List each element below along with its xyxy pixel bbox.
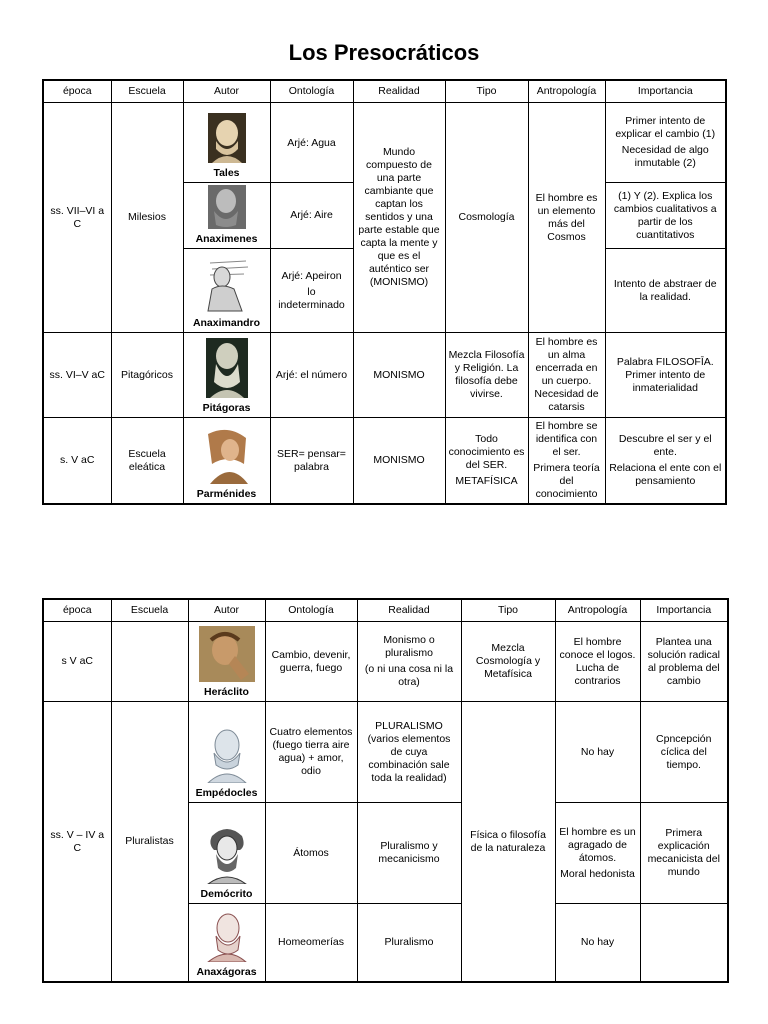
autor-name: Heráclito [204,686,249,698]
ontologia-cell: SER= pensar= palabra [270,418,353,505]
header-antropologia: Antropología [528,80,605,103]
table-row-pitagoras [43,333,726,418]
realidad-cell: Monismo o pluralismo (o ni una cosa ni la otra) [357,622,461,702]
realidad-cell: PLURALISMO (varios elementos de cuya combinación sale toda la realidad) [357,702,461,803]
tipo-cell: Física o filosofía de la naturaleza [461,702,555,983]
table-row-heraclito [43,622,728,702]
ontologia-cell: Arjé: Apeiron lo indeterminado [270,249,353,333]
epoca-cell: ss. VII–VI a C [43,103,111,333]
ontologia-cell: Cuatro elementos (fuego tierra aire agua) + amor, odio [265,702,357,803]
autor-name: Parménides [196,488,257,500]
importancia-cell: Palabra FILOSOFĪA. Primer intento de inmaterialidad [605,333,726,418]
antropologia-cell: El hombre se identifica con el ser. Primera teoría del conocimiento [528,418,605,505]
importancia-cell: Cpncepción cíclica del tiempo. [640,702,728,803]
ontologia-cell: Homeomerías [265,904,357,983]
importancia-cell: Primera explicación mecanicista del mundo [640,803,728,904]
pitagoras-portrait-image [206,338,248,398]
importancia-cell [640,904,728,983]
header-autor: Autor [183,80,270,103]
table-row-parmenides [43,418,726,505]
tipo-cell: Mezcla Cosmología y Metafísica [461,622,555,702]
importancia-cell: Plantea una solución radical al problema del cambio [640,622,728,702]
empedocles-portrait-image [202,723,252,783]
ontologia-cell: Arjé: Agua [270,103,353,183]
ontologia-cell: Arjé: Aire [270,183,353,249]
header-epoca: época [43,599,111,622]
tipo-cell: Mezcla Filosofía y Religión. La filosofía debe vivirse. [445,333,528,418]
autor-name: Anaximenes [195,233,258,245]
anaximandro-portrait-image [202,255,252,313]
header-row [43,599,728,622]
header-realidad: Realidad [357,599,461,622]
democrito-portrait-image [202,822,252,884]
importancia-cell: Primer intento de explicar el cambio (1) Necesidad de algo inmutable (2) [605,103,726,183]
autor-name: Empédocles [195,787,258,799]
escuela-cell [111,622,188,702]
header-autor: Autor [188,599,265,622]
autor-cell [183,103,270,183]
epoca-cell: s V aC [43,622,111,702]
escuela-cell: Escuela eleática [111,418,183,505]
realidad-cell: MONISMO [353,333,445,418]
autor-cell [188,622,265,702]
escuela-cell: Pluralistas [111,702,188,983]
presocratics-table-2 [42,598,729,983]
header-ontologia: Ontología [270,80,353,103]
tipo-cell: Todo conocimiento es del SER. METAFÍSICA [445,418,528,505]
autor-cell [183,249,270,333]
tales-portrait-image [208,113,246,163]
header-epoca: época [43,80,111,103]
autor-cell [183,333,270,418]
escuela-cell: Pitagóricos [111,333,183,418]
realidad-cell: Pluralismo y mecanicismo [357,803,461,904]
header-tipo: Tipo [445,80,528,103]
autor-cell [188,803,265,904]
table-row-tales [43,103,726,183]
anaxagoras-portrait-image [204,906,250,962]
epoca-cell: ss. VI–V aC [43,333,111,418]
antropologia-cell: El hombre conoce el logos. Lucha de contrarios [555,622,640,702]
header-escuela: Escuela [111,599,188,622]
header-importancia: Importancia [605,80,726,103]
table-row-empedocles [43,702,728,803]
escuela-cell: Milesios [111,103,183,333]
importancia-cell: Descubre el ser y el ente. Relaciona el ente con el pensamiento [605,418,726,505]
autor-name: Demócrito [200,888,253,900]
anaximenes-portrait-image [208,185,246,229]
autor-name: Anaximandro [192,317,261,329]
antropologia-cell: No hay [555,904,640,983]
antropologia-cell: No hay [555,702,640,803]
autor-cell [188,702,265,803]
ontologia-cell: Arjé: el número [270,333,353,418]
antropologia-cell: El hombre es un elemento más del Cosmos [528,103,605,333]
autor-name: Tales [213,167,240,179]
page-title: Los Presocráticos [288,40,480,65]
realidad-cell: MONISMO [353,418,445,505]
tipo-cell: Cosmología [445,103,528,333]
heraclito-portrait-image [199,626,255,682]
autor-name: Pitágoras [202,402,251,414]
autor-cell [183,418,270,505]
header-importancia: Importancia [640,599,728,622]
antropologia-cell: El hombre es un alma encerrada en un cuerpo. Necesidad de catarsis [528,333,605,418]
header-tipo: Tipo [461,599,555,622]
header-realidad: Realidad [353,80,445,103]
antropologia-cell: El hombre es un agragado de átomos. Moral hedonista [555,803,640,904]
autor-cell [188,904,265,983]
autor-cell [183,183,270,249]
importancia-cell: (1) Y (2). Explica los cambios cualitativos a partir de los cuantitativos [605,183,726,249]
epoca-cell: ss. V – IV a C [43,702,111,983]
header-ontologia: Ontología [265,599,357,622]
epoca-cell: s. V aC [43,418,111,505]
presocratics-table-1 [42,79,727,505]
header-escuela: Escuela [111,80,183,103]
autor-name: Anaxágoras [196,966,257,978]
parmenides-portrait-image [202,424,252,484]
realidad-cell: Mundo compuesto de una parte cambiante que captan los sentidos y una parte estable que capta la mente y que es el auténtico ser (MONISMO) [353,103,445,333]
importancia-cell: Intento de abstraer de la realidad. [605,249,726,333]
header-row [43,80,726,103]
ontologia-cell: Cambio, devenir, guerra, fuego [265,622,357,702]
realidad-cell: Pluralismo [357,904,461,983]
header-antropologia: Antropología [555,599,640,622]
ontologia-cell: Átomos [265,803,357,904]
